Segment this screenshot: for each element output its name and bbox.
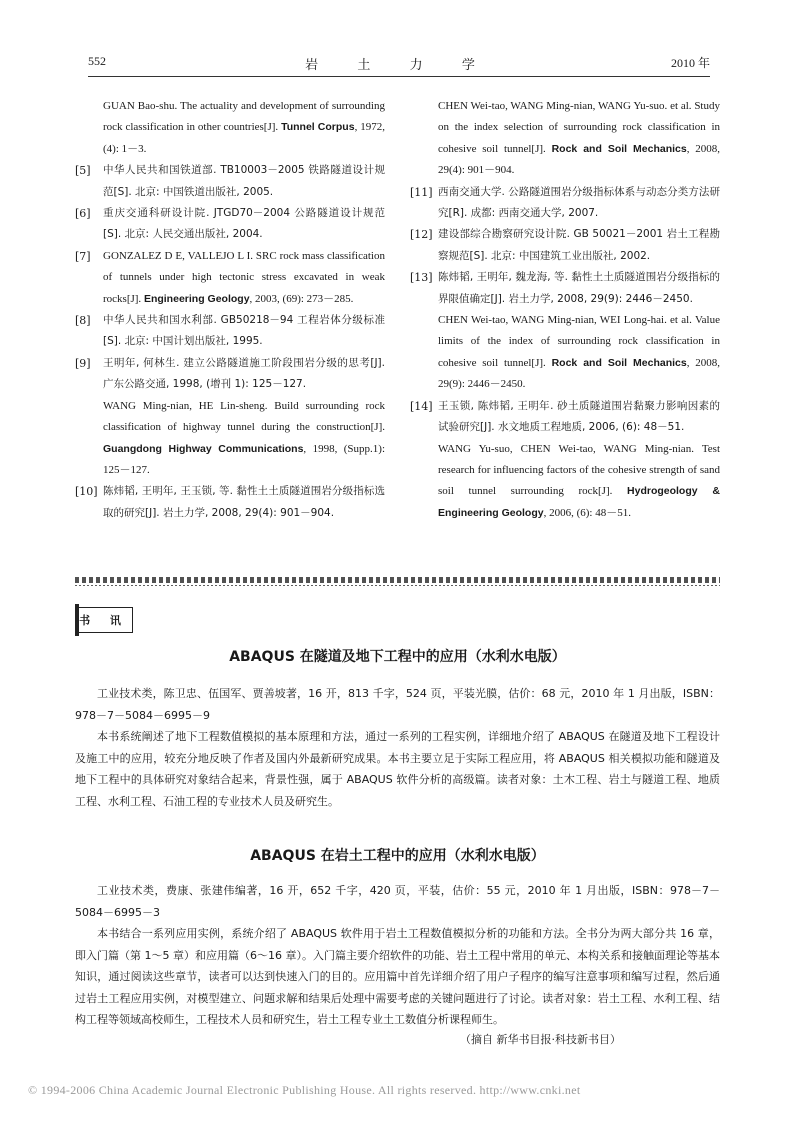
book-title-1: ABAQUS 在隧道及地下工程中的应用（水利水电版） — [229, 649, 566, 665]
reference-number: [6] — [75, 207, 91, 221]
reference-item — [75, 481, 385, 524]
reference-text: 中华人民共和国水利部. GB50218－94 工程岩体分级标准[S]. 北京: 中国计划出版社, 1995. — [103, 314, 385, 348]
reference-number: [7] — [75, 249, 91, 263]
reference-text: 中华人民共和国铁道部. TB10003－2005 铁路隧道设计规范[S]. 北京: 中国铁道出版社, 2005. — [103, 164, 385, 198]
copyright-footer: © 1994-2006 China Academic Journal Electronic Publishing House. All rights reserved. http://www.cnki.net — [28, 1083, 581, 1097]
reference-number — [75, 96, 103, 160]
journal-title: Rock and Soil Mechanics — [551, 142, 687, 155]
journal-title: Guangdong Highway Communications — [103, 442, 304, 455]
reference-item — [410, 182, 720, 225]
journal-title: Rock and Soil Mechanics — [551, 356, 687, 369]
section-divider-dotted — [75, 585, 720, 586]
reference-item — [410, 224, 720, 267]
references-left-column — [75, 96, 385, 524]
reference-item — [75, 203, 385, 246]
journal-title: Hydrogeology & Engineering Geology — [438, 485, 720, 519]
reference-number: [10] — [75, 485, 98, 499]
reference-number: [12] — [410, 228, 433, 242]
book-description-1: 本书系统阐述了地下工程数值模拟的基本原理和方法，通过一系列的工程实例，详细地介绍了 ABAQUS 在隧道及地下工程设计及施工中的应用，较充分地反映了作者及国内外最新研究成果。本书主要立足于实际工程应用，将 ABAQUS 相关模拟功能和隧道及地下工程中的具体研究对象结合起来，背景性强，属于 ABAQUS 软件分析的高级篇。读者对象：土木工程、岩土与隧道工程、地质工程、水利工程、石油工程的专业技术人员及研究生。 — [75, 730, 720, 808]
reference-text: 陈炜韬, 王明年, 魏龙海, 等. 黏性土土质隧道围岩分级指标的界限值确定[J]. 岩土力学, 2008, 29(9): 2446－2450. — [438, 271, 720, 305]
reference-text: GUAN Bao-shu. The actuality and development of surrounding rock classification in other countries[J]. Tunnel Corpus, 1972, (4): 1－3. — [103, 100, 385, 155]
reference-text: WANG Yu-suo, CHEN Wei-tao, WANG Ming-nian. Test research for influencing factors of the cohesive strength of sand soil tunnel surrounding rock[J]. Hydrogeology & Engineering Geology, 2006, (6): 48－51. — [438, 442, 720, 519]
reference-text: 建设部综合勘察研究设计院. GB 50021－2001 岩土工程勘察规范[S]. 北京: 中国建筑工业出版社, 2002. — [438, 228, 720, 262]
reference-text: CHEN Wei-tao, WANG Ming-nian, WEI Long-hai. et al. Value limits of the index of surrounding rock classification in cohesive soil tunnel[J]. Rock and Soil Mechanics, 2008, 29(9): 2446－2450. — [438, 314, 720, 391]
running-header — [88, 54, 710, 74]
reference-item — [75, 96, 385, 160]
journal-title: Engineering Geology — [143, 292, 250, 305]
reference-text: CHEN Wei-tao, WANG Ming-nian, WANG Yu-suo. et al. Study on the index selection of surrounding rock classification in cohesive soil tunnel[J]. Rock and Soil Mechanics, 2008, 29(4): 901－904. — [438, 100, 720, 177]
book-news-label: 书 讯 — [75, 607, 133, 633]
reference-text: 王玉锁, 陈炜韬, 王明年. 砂土质隧道围岩黏聚力影响因素的试验研究[J]. 水文地质工程地质, 2006, (6): 48－51. — [438, 399, 720, 434]
reference-item — [410, 267, 720, 395]
reference-item — [75, 310, 385, 353]
book-title-2: ABAQUS 在岩土工程中的应用（水利水电版） — [250, 848, 545, 864]
references-right-column — [410, 96, 720, 524]
book-meta-2: 工业技术类，费康、张建伟编著，16 开，652 千字，420 页，平装，估价：55 元，2010 年 1 月出版，ISBN：978－7－5084－6995－3 — [75, 884, 720, 919]
journal-title: Tunnel Corpus — [281, 121, 355, 134]
reference-text: GONZALEZ D E, VALLEJO L I. SRC rock mass classification of tunnels under high tectonic stress excavated in weak rocks[J]. Engineering Geology, 2003, (69): 273－285. — [103, 249, 385, 305]
reference-item — [410, 96, 720, 182]
reference-number: [14] — [410, 399, 433, 413]
reference-number: [5] — [75, 164, 91, 178]
book-description-2: 本书结合一系列应用实例，系统介绍了 ABAQUS 软件用于岩土工程数值模拟分析的功能和方法。全书分为两大部分共 16 章，即入门篇（第 1～5 章）和应用篇（6～16 章）。入门篇主要介绍软件的功能、岩土工程中常用的单元、本构关系和接触面理论等基本知识，通过阅读这些章节，读者可以达到快速入门的目的。应用篇中首先详细介绍了用户子程序的编写注意事项和编写过程，然后通过岩土工程应用实例，对模型建立、问题求解和结果后处理中需要考虑的关键问题进行了讨论。读者对象：岩土工程、水利工程、结构工程等领域高校师生，工程技术人员和研究生，岩土工程专业土工数值分析课程师生。 — [75, 927, 720, 1026]
issue-year: 2010 年 — [670, 56, 710, 70]
source-note: （摘自 新华书目报·科技新书目） — [460, 1033, 621, 1046]
reference-item — [75, 160, 385, 203]
section-divider — [75, 577, 720, 583]
reference-text: 陈炜韬, 王明年, 王玉锁, 等. 黏性土土质隧道围岩分级指标选取的研究[J]. 岩土力学, 2008, 29(4): 901－904. — [103, 485, 385, 519]
reference-number: [11] — [410, 185, 433, 199]
book-meta-1: 工业技术类，陈卫忠、伍国军、贾善坡著，16 开，813 千字，524 页，平装光膜，估价：68 元，2010 年 1 月出版，ISBN：978－7－5084－6995－9 — [75, 687, 720, 722]
reference-number: [9] — [75, 356, 91, 370]
reference-number: [8] — [75, 314, 91, 328]
reference-item — [75, 246, 385, 310]
reference-text: 王明年, 何林生. 建立公路隧道施工阶段围岩分级的思考[J]. 广东公路交通, 1998, (增刊 1): 125－127. — [103, 356, 385, 391]
reference-text: WANG Ming-nian, HE Lin-sheng. Build surrounding rock classification of highway tunnel during the construction[J]. Guangdong Highway Communications, 1998, (Supp.1): 125－127. — [103, 399, 385, 476]
journal-name: 岩 土 力 学 — [305, 57, 493, 72]
header-rule — [88, 76, 710, 77]
reference-text: 重庆交通科研设计院. JTGD70－2004 公路隧道设计规范[S]. 北京: 人民交通出版社, 2004. — [103, 207, 385, 241]
reference-text: 西南交通大学. 公路隧道围岩分级指标体系与动态分类方法研究[R]. 成都: 西南交通大学, 2007. — [438, 185, 720, 220]
reference-item — [410, 396, 720, 524]
page-number: 552 — [88, 54, 106, 68]
reference-number — [410, 96, 438, 182]
reference-number: [13] — [410, 271, 433, 285]
reference-item — [75, 353, 385, 481]
